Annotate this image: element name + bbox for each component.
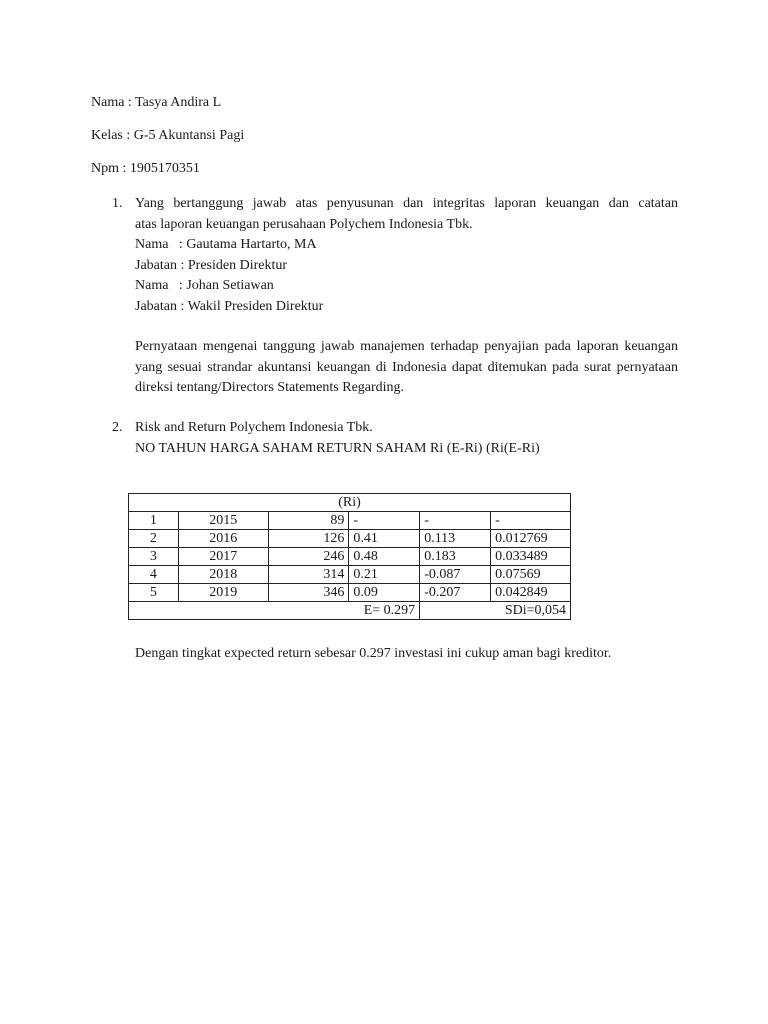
cell-no: 3: [129, 548, 179, 566]
table-row: [129, 530, 571, 548]
list-number-2: 2.: [112, 420, 123, 435]
table-row: [129, 548, 571, 566]
cell-ri: 0.48: [349, 548, 420, 566]
cell-ri: 0.41: [349, 530, 420, 548]
item2-columns-line: NO TAHUN HARGA SAHAM RETURN SAHAM Ri (E-Ri) (Ri(E-Ri): [135, 440, 540, 456]
cell-e-ri: 0.183: [420, 548, 491, 566]
std-deviation-cell: SDi=0,054: [420, 602, 571, 620]
cell-sq: 0.012769: [491, 530, 571, 548]
item1-block: [135, 194, 678, 317]
list-number-1: 1.: [112, 196, 123, 211]
student-name: Nama : Tasya Andira L: [91, 95, 222, 110]
cell-harga: 246: [268, 548, 349, 566]
cell-e-ri: -0.087: [420, 566, 491, 584]
cell-sq: -: [491, 512, 571, 530]
table-row: [129, 512, 571, 530]
item2-block: [135, 418, 678, 459]
cell-no: 5: [129, 584, 179, 602]
cell-tahun: 2018: [178, 566, 268, 584]
cell-ri: 0.21: [349, 566, 420, 584]
table-header-ri: (Ri): [129, 494, 571, 512]
cell-e-ri: 0.113: [420, 530, 491, 548]
conclusion-text: Dengan tingkat expected return sebesar 0.297 investasi ini cukup aman bagi kreditor.: [135, 646, 612, 661]
person-1-name: Nama : Gautama Hartarto, MA: [135, 237, 317, 252]
item1-intro-line2: atas laporan keuangan perusahaan Polychem Indonesia Tbk.: [135, 216, 473, 232]
cell-tahun: 2019: [178, 584, 268, 602]
table-summary-row: [129, 602, 571, 620]
person-2-name: Nama : Johan Setiawan: [135, 278, 274, 293]
cell-tahun: 2015: [178, 512, 268, 530]
cell-harga: 314: [268, 566, 349, 584]
expected-return-cell: E= 0.297: [129, 602, 420, 620]
cell-sq: 0.042849: [491, 584, 571, 602]
item1-statement: Pernyataan mengenai tanggung jawab manajemen terhadap penyajian pada laporan keuangan yang sesuai strandar akuntansi keuangan di Indonesia dapat ditemukan pada surat pernyataan direksi tentang/Directors Statements Regarding.: [135, 339, 678, 395]
cell-sq: 0.07569: [491, 566, 571, 584]
cell-harga: 126: [268, 530, 349, 548]
item1-intro-line1: Yang bertanggung jawab atas penyusunan dan integritas laporan keuangan dan catatan: [135, 196, 678, 211]
cell-sq: 0.033489: [491, 548, 571, 566]
person-2-title: Jabatan : Wakil Presiden Direktur: [135, 298, 324, 314]
cell-tahun: 2017: [178, 548, 268, 566]
table-row: [129, 584, 571, 602]
cell-tahun: 2016: [178, 530, 268, 548]
cell-harga: 89: [268, 512, 349, 530]
table-row: [129, 566, 571, 584]
cell-no: 1: [129, 512, 179, 530]
risk-return-table: [128, 493, 571, 620]
student-class: Kelas : G-5 Akuntansi Pagi: [91, 128, 245, 143]
cell-no: 2: [129, 530, 179, 548]
cell-e-ri: -: [420, 512, 491, 530]
cell-e-ri: -0.207: [420, 584, 491, 602]
cell-ri: 0.09: [349, 584, 420, 602]
person-1-title: Jabatan : Presiden Direktur: [135, 257, 288, 273]
student-npm: Npm : 1905170351: [91, 161, 200, 176]
cell-ri: -: [349, 512, 420, 530]
cell-harga: 346: [268, 584, 349, 602]
item2-title: Risk and Return Polychem Indonesia Tbk.: [135, 420, 373, 435]
cell-no: 4: [129, 566, 179, 584]
table-header-row: [129, 494, 571, 512]
